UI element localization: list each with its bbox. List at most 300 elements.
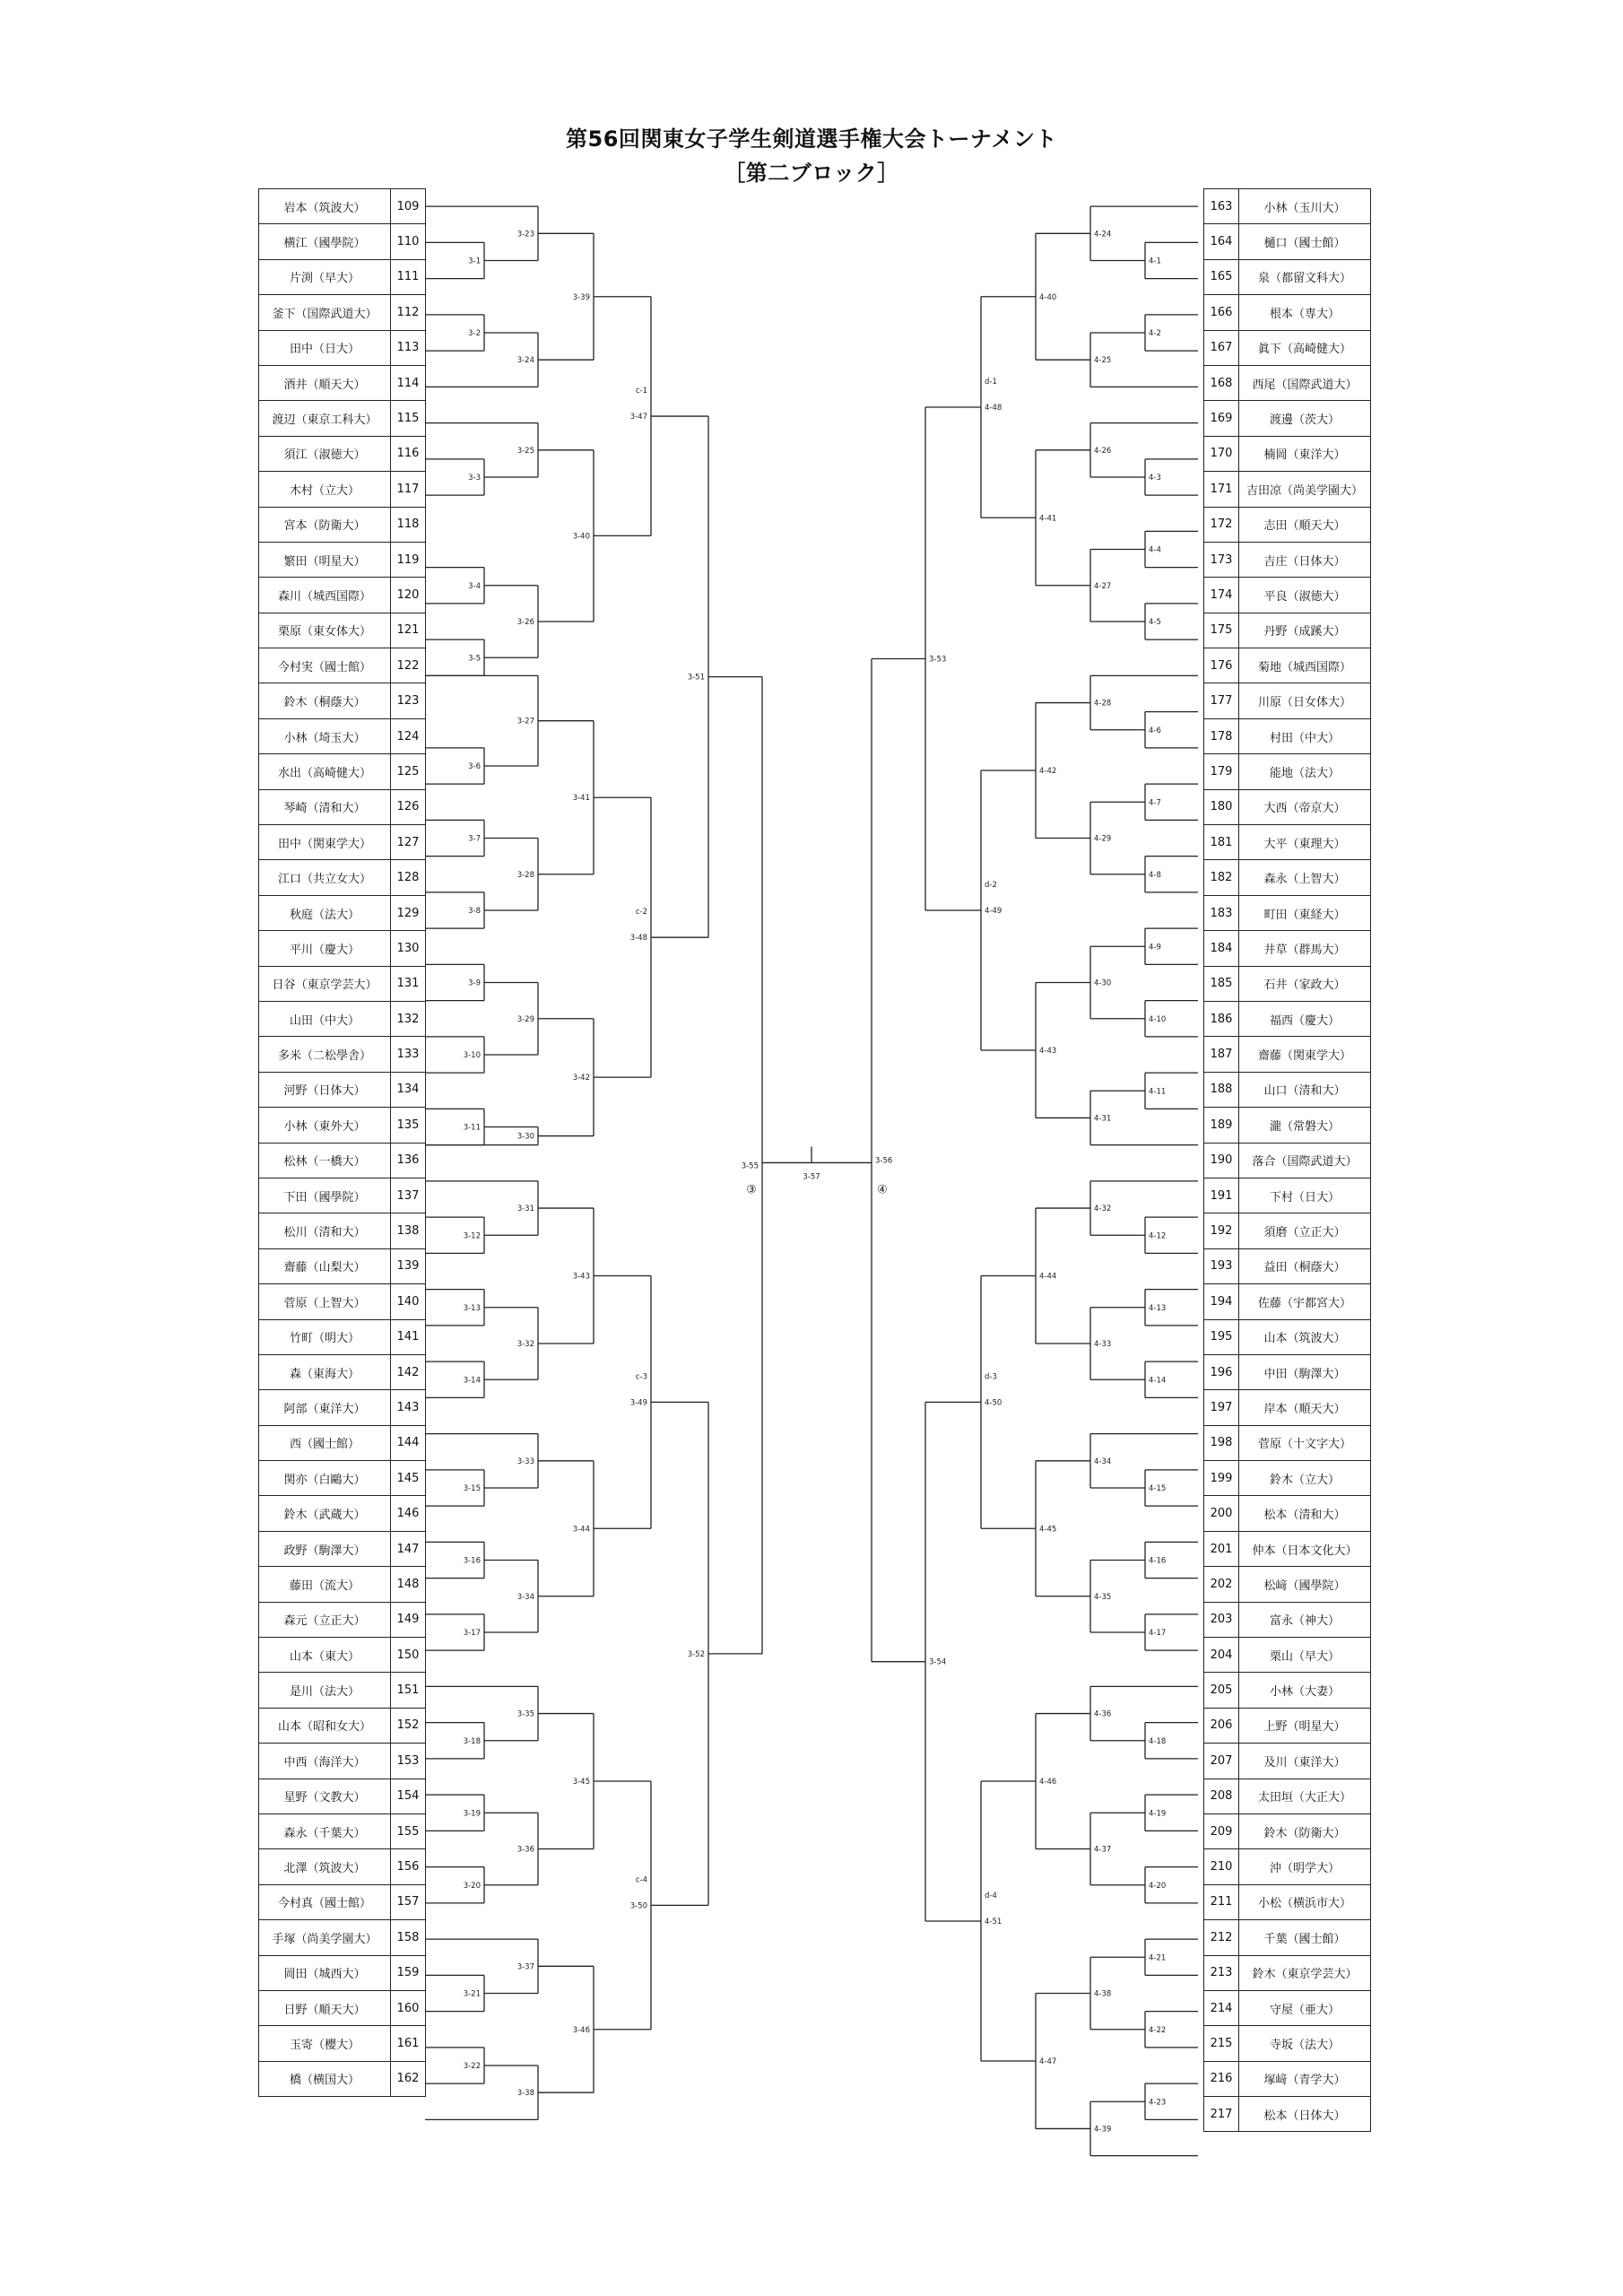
player-name: 栗原（東女体大） [259,613,391,648]
player-number: 193 [1204,1248,1239,1283]
player-number: 184 [1204,931,1239,966]
match-label: 4-48 [985,404,1002,413]
match-label: ④ [877,1183,888,1197]
match-label: 3-48 [629,934,647,944]
player-name: 町田（東経大） [1239,895,1371,930]
match-label: 3-11 [463,1123,481,1133]
player-number: 200 [1204,1496,1239,1531]
player-number: 122 [391,648,426,683]
player-name: 松本（清和大） [1239,1496,1371,1531]
player-name: 鈴木（立大） [1239,1461,1371,1496]
player-name: 大西（帝京大） [1239,789,1371,824]
player-number: 156 [391,1849,426,1884]
player-name: 村田（中大） [1239,718,1371,753]
player-number: 126 [391,789,426,824]
player-number: 186 [1204,1001,1239,1036]
player-number: 198 [1204,1425,1239,1460]
player-name: 中西（海洋大） [259,1744,391,1779]
player-name: 田中（関東学大） [259,825,391,860]
player-number: 197 [1204,1390,1239,1425]
match-label: 4-26 [1094,446,1112,456]
player-name: 川原（日女体大） [1239,683,1371,718]
player-name: 鈴木（防衛大） [1239,1813,1371,1848]
match-label: 3-35 [516,1709,534,1719]
player-name: 福西（慶大） [1239,1001,1371,1036]
player-name: 菅原（上智大） [259,1284,391,1319]
player-number: 205 [1204,1673,1239,1708]
match-label: d-2 [985,881,997,890]
player-number: 132 [391,1001,426,1036]
match-label: 4-46 [1039,1778,1057,1787]
match-label: d-1 [985,378,997,387]
match-label: 3-1 [468,257,481,266]
player-number: 204 [1204,1638,1239,1673]
match-label: 4-31 [1094,1114,1112,1124]
match-label: 4-10 [1149,1014,1167,1024]
player-number: 189 [1204,1108,1239,1143]
player-number: 174 [1204,578,1239,613]
player-name: 秋庭（法大） [259,895,391,930]
player-number: 191 [1204,1178,1239,1213]
player-name: 菅原（十文字大） [1239,1425,1371,1460]
match-label: 3-53 [929,655,947,665]
match-label: 3-32 [516,1340,534,1349]
player-number: 146 [391,1496,426,1531]
match-label: 4-29 [1094,834,1112,844]
match-label: 3-10 [463,1051,481,1060]
player-name: 岡田（城西大） [259,1955,391,1990]
player-number: 117 [391,472,426,507]
match-label: 3-6 [468,762,481,771]
player-number: 181 [1204,825,1239,860]
player-name: 阿部（東洋大） [259,1390,391,1425]
player-number: 185 [1204,966,1239,1001]
match-label: 4-30 [1094,978,1112,988]
match-label: 3-47 [629,413,647,422]
player-number: 141 [391,1319,426,1354]
match-label: 3-4 [468,581,481,591]
player-name: 山本（筑波大） [1239,1319,1371,1354]
player-number: 167 [1204,330,1239,365]
player-name: 楠岡（東洋大） [1239,436,1371,471]
player-name: 根本（専大） [1239,295,1371,330]
match-label: 4-21 [1149,1953,1167,1963]
player-number: 153 [391,1744,426,1779]
match-label: 4-23 [1149,2098,1167,2108]
player-name: 森永（千葉大） [259,1813,391,1848]
match-label: 3-41 [572,794,590,804]
player-name: 齋藤（山梨大） [259,1248,391,1283]
match-label: c-4 [635,1875,647,1885]
match-label: 3-8 [468,907,481,916]
player-name: 樋口（國士館） [1239,224,1371,259]
player-name: 須磨（立正大） [1239,1213,1371,1248]
player-name: 渡邊（茨大） [1239,401,1371,436]
player-number: 111 [391,259,426,294]
player-name: 今村実（國士館） [259,648,391,683]
player-name: 小林（東外大） [259,1108,391,1143]
match-label: 3-22 [463,2062,481,2071]
player-name: 森（東海大） [259,1354,391,1389]
player-name: 能地（法大） [1239,754,1371,789]
match-label: 4-2 [1149,329,1161,338]
player-number: 199 [1204,1461,1239,1496]
player-name: 仲本（日本文化大） [1239,1531,1371,1566]
player-name: 森川（城西国際） [259,578,391,613]
player-name: 山本（東大） [259,1638,391,1673]
match-label: 3-19 [463,1809,481,1819]
player-number: 115 [391,401,426,436]
match-label: 3-12 [463,1231,481,1241]
player-name: 玉寄（櫻大） [259,2026,391,2061]
player-name: 木村（立大） [259,472,391,507]
player-name: 石井（家政大） [1239,966,1371,1001]
player-name: 手塚（尚美学園大） [259,1920,391,1955]
match-label: 3-20 [463,1881,481,1891]
player-name: 松本（日体大） [1239,2097,1371,2132]
match-label: 4-34 [1094,1457,1112,1466]
player-name: 鈴木（東京学芸大） [1239,1955,1371,1990]
player-name: 菊地（城西国際） [1239,648,1371,683]
player-number: 127 [391,825,426,860]
match-label: 4-20 [1149,1881,1167,1891]
player-name: 丹野（成蹊大） [1239,613,1371,648]
player-name: 守屋（亜大） [1239,1990,1371,2025]
match-label: 3-39 [572,292,590,302]
match-label: 4-32 [1094,1205,1112,1214]
player-number: 129 [391,895,426,930]
player-number: 165 [1204,259,1239,294]
player-number: 134 [391,1072,426,1107]
player-name: 河野（日体大） [259,1072,391,1107]
player-number: 155 [391,1813,426,1848]
player-number: 162 [391,2061,426,2096]
player-number: 151 [391,1673,426,1708]
page-subtitle: ［第二ブロック］ [724,161,899,186]
player-number: 214 [1204,1990,1239,2025]
match-label: 3-54 [929,1657,947,1667]
match-label: 4-24 [1094,230,1112,239]
player-name: 山本（昭和女大） [259,1708,391,1743]
player-number: 190 [1204,1143,1239,1178]
player-name: 西尾（国際武道大） [1239,365,1371,400]
match-label: 4-43 [1039,1046,1057,1056]
match-label: 4-50 [985,1398,1002,1408]
player-number: 182 [1204,860,1239,895]
match-label: 3-30 [516,1132,534,1142]
match-label: 3-25 [516,446,534,456]
match-label: 4-35 [1094,1592,1112,1602]
player-name: 松﨑（國學院） [1239,1567,1371,1602]
player-number: 124 [391,718,426,753]
player-name: 竹町（明大） [259,1319,391,1354]
player-number: 166 [1204,295,1239,330]
player-name: 鈴木（桐蔭大） [259,683,391,718]
player-name: 栗山（早大） [1239,1638,1371,1673]
player-name: 森元（立正大） [259,1602,391,1637]
player-name: 小松（横浜市大） [1239,1884,1371,1919]
player-name: 多米（二松學舎） [259,1037,391,1072]
player-number: 113 [391,330,426,365]
match-label: 4-8 [1149,870,1161,880]
match-label: 3-45 [572,1778,590,1787]
player-number: 119 [391,542,426,577]
player-number: 209 [1204,1813,1239,1848]
match-label: 4-51 [985,1918,1002,1926]
player-name: 釜下（国際武道大） [259,295,391,330]
match-label: 3-17 [463,1629,481,1638]
player-name: 片渕（早大） [259,259,391,294]
match-label: 3-14 [463,1376,481,1386]
match-label: 3-9 [468,978,481,988]
match-label: 3-42 [572,1074,590,1083]
match-label: 3-36 [516,1845,534,1855]
player-name: 平川（慶大） [259,931,391,966]
match-label: 4-41 [1039,514,1057,524]
player-number: 110 [391,224,426,259]
match-label: 4-4 [1149,545,1161,555]
player-number: 170 [1204,436,1239,471]
match-label: c-2 [635,908,647,918]
player-number: 195 [1204,1319,1239,1354]
match-label: 3-15 [463,1484,481,1493]
player-number: 137 [391,1178,426,1213]
player-number: 196 [1204,1354,1239,1389]
player-number: 159 [391,1955,426,1990]
player-name: 吉田凉（尚美学園大） [1239,472,1371,507]
player-number: 211 [1204,1884,1239,1919]
match-label: 3-57 [803,1172,820,1182]
player-number: 125 [391,754,426,789]
player-number: 147 [391,1531,426,1566]
player-name: 今村真（國士館） [259,1884,391,1919]
player-name: 眞下（高崎健大） [1239,330,1371,365]
player-name: 琴崎（清和大） [259,789,391,824]
player-name: 森永（上智大） [1239,860,1371,895]
player-number: 203 [1204,1602,1239,1637]
player-number: 123 [391,683,426,718]
player-number: 180 [1204,789,1239,824]
player-name: 日谷（東京学芸大） [259,966,391,1001]
match-label: 3-23 [516,230,534,239]
match-label: 3-44 [572,1525,590,1535]
match-label: 4-39 [1094,2125,1112,2135]
player-number: 143 [391,1390,426,1425]
player-name: 山口（清和大） [1239,1072,1371,1107]
match-label: 3-5 [468,654,481,664]
player-name: 泉（都留文科大） [1239,259,1371,294]
player-number: 154 [391,1779,426,1813]
player-number: 157 [391,1884,426,1919]
player-name: 星野（文教大） [259,1779,391,1813]
match-label: 4-3 [1149,474,1161,483]
player-name: 大平（東理大） [1239,825,1371,860]
match-label: 4-36 [1094,1709,1112,1719]
match-label: c-1 [635,387,647,396]
player-number: 140 [391,1284,426,1319]
player-number: 120 [391,578,426,613]
player-number: 169 [1204,401,1239,436]
player-number: 163 [1204,189,1239,224]
match-label: c-3 [635,1372,647,1382]
player-name: 日野（順天大） [259,1990,391,2025]
player-number: 217 [1204,2097,1239,2132]
player-number: 168 [1204,365,1239,400]
match-label: 4-12 [1149,1231,1167,1241]
player-name: 富永（神大） [1239,1602,1371,1637]
player-name: 藤田（流大） [259,1567,391,1602]
match-label: 3-50 [629,1901,647,1911]
match-label: ③ [746,1183,757,1197]
match-label: 3-16 [463,1556,481,1566]
match-label: 4-17 [1149,1629,1167,1638]
player-number: 179 [1204,754,1239,789]
player-number: 150 [391,1638,426,1673]
match-label: 3-40 [572,532,590,542]
player-number: 161 [391,2026,426,2061]
match-label: 3-29 [516,1014,534,1024]
player-number: 175 [1204,613,1239,648]
match-label: 3-2 [468,329,481,338]
player-name: 宮本（防衛大） [259,507,391,542]
player-number: 109 [391,189,426,224]
match-label: 3-28 [516,870,534,880]
match-label: 3-37 [516,1962,534,1972]
player-number: 133 [391,1037,426,1072]
player-number: 112 [391,295,426,330]
player-name: 岸本（順天大） [1239,1390,1371,1425]
player-name: 岩本（筑波大） [259,189,391,224]
match-label: 4-47 [1039,2057,1057,2066]
match-label: 4-25 [1094,356,1112,366]
player-name: 渡辺（東京工科大） [259,401,391,436]
player-number: 116 [391,436,426,471]
match-label: 3-51 [687,673,705,683]
player-number: 207 [1204,1744,1239,1779]
player-number: 202 [1204,1567,1239,1602]
match-label: 4-18 [1149,1736,1167,1746]
player-name: 鈴木（武蔵大） [259,1496,391,1531]
player-number: 192 [1204,1213,1239,1248]
player-name: 千葉（國士館） [1239,1920,1371,1955]
player-name: 江口（共立女大） [259,860,391,895]
match-label: 3-49 [629,1398,647,1408]
player-name: 佐藤（宇都宮大） [1239,1284,1371,1319]
match-label: 3-34 [516,1592,534,1602]
player-number: 164 [1204,224,1239,259]
player-number: 121 [391,613,426,648]
player-name: 橋（横国大） [259,2061,391,2096]
match-label: 3-55 [741,1161,759,1171]
player-number: 149 [391,1602,426,1637]
player-name: 政野（駒澤大） [259,1531,391,1566]
match-label: 4-9 [1149,943,1161,952]
player-name: 山田（中大） [259,1001,391,1036]
match-label: 4-11 [1149,1087,1167,1097]
player-name: 瀧（常磐大） [1239,1108,1371,1143]
player-name: 小林（玉川大） [1239,189,1371,224]
player-number: 215 [1204,2026,1239,2061]
player-number: 194 [1204,1284,1239,1319]
match-label: 4-16 [1149,1556,1167,1566]
player-number: 206 [1204,1708,1239,1743]
player-number: 210 [1204,1849,1239,1884]
player-name: 志田（順天大） [1239,507,1371,542]
player-number: 135 [391,1108,426,1143]
match-label: 3-56 [875,1156,893,1166]
match-label: 4-37 [1094,1845,1112,1855]
player-number: 176 [1204,648,1239,683]
player-number: 142 [391,1354,426,1389]
page-title: 第56回関東女子学生剣道選手権大会トーナメント [566,126,1057,152]
player-name: 井草（群馬大） [1239,931,1371,966]
match-label: 4-33 [1094,1340,1112,1349]
player-name: 北澤（筑波大） [259,1849,391,1884]
player-name: 落合（国際武道大） [1239,1143,1371,1178]
player-name: 下田（國學院） [259,1178,391,1213]
player-name: 平良（淑徳大） [1239,578,1371,613]
player-name: 水出（高崎健大） [259,754,391,789]
match-label: 4-7 [1149,798,1161,808]
player-number: 160 [391,1990,426,2025]
match-label: 4-5 [1149,618,1161,627]
match-label: 4-28 [1094,699,1112,709]
player-number: 138 [391,1213,426,1248]
match-label: 4-27 [1094,581,1112,591]
match-label: 4-14 [1149,1376,1167,1386]
match-label: 4-13 [1149,1303,1167,1313]
player-name: 関亦（白鷗大） [259,1461,391,1496]
player-number: 208 [1204,1779,1239,1813]
player-number: 144 [391,1425,426,1460]
player-number: 128 [391,860,426,895]
player-number: 201 [1204,1531,1239,1566]
match-label: 3-38 [516,2089,534,2099]
player-number: 183 [1204,895,1239,930]
player-number: 152 [391,1708,426,1743]
player-name: 太田垣（大正大） [1239,1779,1371,1813]
player-name: 酒井（順天大） [259,365,391,400]
match-label: 4-1 [1149,257,1161,266]
player-number: 178 [1204,718,1239,753]
player-name: 中田（駒澤大） [1239,1354,1371,1389]
match-label: 3-24 [516,356,534,366]
match-label: 4-42 [1039,767,1057,777]
player-number: 139 [391,1248,426,1283]
match-label: 3-27 [516,717,534,726]
match-label: 4-44 [1039,1272,1057,1282]
match-label: 4-15 [1149,1484,1167,1493]
player-number: 177 [1204,683,1239,718]
match-label: 3-43 [572,1272,590,1282]
player-name: 田中（日大） [259,330,391,365]
match-label: 3-31 [516,1205,534,1214]
player-name: 吉庄（日体大） [1239,542,1371,577]
player-number: 136 [391,1143,426,1178]
match-label: 4-6 [1149,726,1161,735]
player-name: 西（國士館） [259,1425,391,1460]
player-name: 松林（一橋大） [259,1143,391,1178]
player-name: 繁田（明星大） [259,542,391,577]
player-name: 松川（清和大） [259,1213,391,1248]
player-name: 須江（淑徳大） [259,436,391,471]
player-number: 171 [1204,472,1239,507]
match-label: 3-18 [463,1736,481,1746]
match-label: 3-21 [463,1989,481,1999]
match-label: 4-22 [1149,2025,1167,2035]
player-number: 172 [1204,507,1239,542]
player-number: 173 [1204,542,1239,577]
